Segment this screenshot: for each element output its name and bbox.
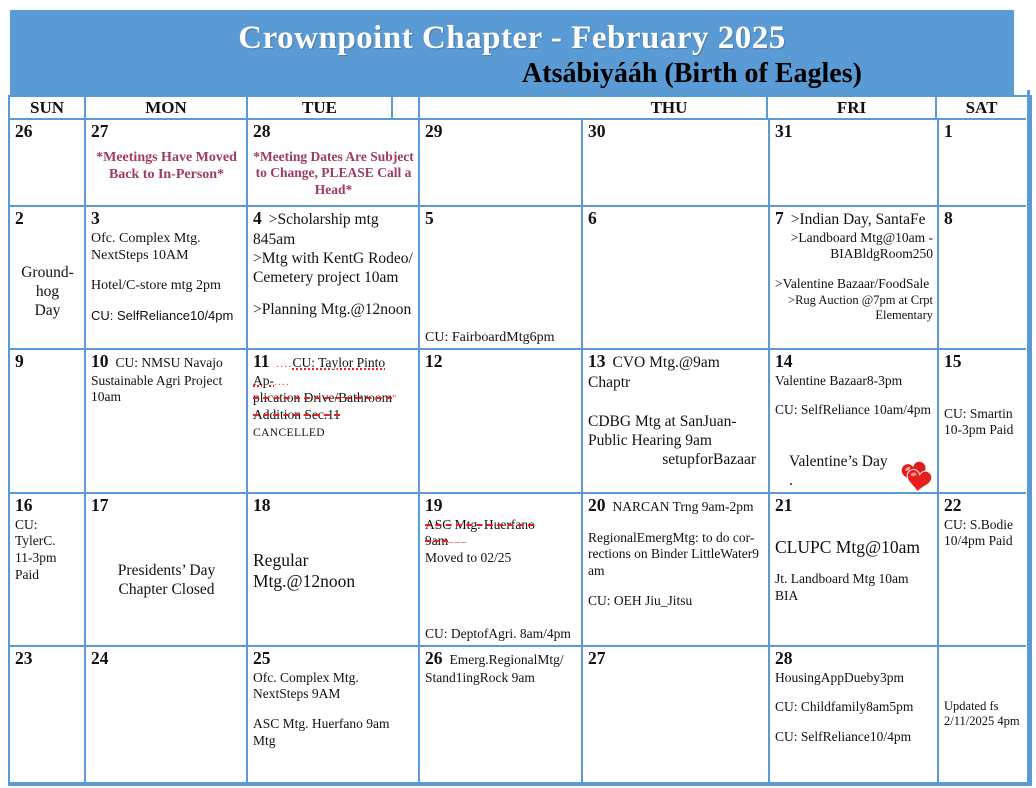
calendar-cell bbox=[770, 207, 939, 350]
day-number: 8 bbox=[944, 208, 953, 228]
day-number: 29 bbox=[425, 121, 443, 141]
calendar-cell bbox=[583, 647, 770, 782]
event-text: CU: SelfReliance10/4pm bbox=[91, 307, 234, 323]
calendar-cell bbox=[248, 350, 420, 494]
event-text: Sustainable Agri Project bbox=[91, 372, 223, 388]
event-text: CU: SelfReliance 10am/4pm bbox=[775, 402, 931, 418]
event-text: >Landboard Mtg@10am - bbox=[790, 229, 933, 245]
day-number: 9 bbox=[15, 351, 24, 371]
event-line bbox=[588, 431, 764, 450]
day-line bbox=[15, 351, 80, 373]
event-text: NARCAN Trng 9am-2pm bbox=[612, 499, 754, 514]
day-number: 28 bbox=[775, 648, 793, 668]
day-line bbox=[425, 121, 577, 143]
calendar-cell bbox=[248, 647, 420, 782]
day-number: 27 bbox=[91, 121, 109, 141]
event-text: Emerg.RegionalMtg/ bbox=[449, 652, 564, 667]
event-text: Elementary bbox=[875, 308, 933, 323]
event-text: Valentine Bazaar8-3pm bbox=[775, 372, 903, 388]
event-line bbox=[588, 450, 764, 469]
event-text: BIABldgRoom250 bbox=[830, 246, 933, 262]
banner bbox=[10, 10, 1014, 95]
day-line bbox=[425, 495, 577, 517]
event-text-segment: .... bbox=[276, 359, 293, 370]
event-text: Stand1ingRock 9am bbox=[425, 669, 535, 685]
event-text: Jt. Landboard Mtg 10am BIA bbox=[775, 571, 909, 604]
calendar-title: Crownpoint Chapter - February 2025 bbox=[238, 20, 786, 56]
calendar-cell bbox=[10, 120, 86, 207]
event-text: 845am bbox=[253, 230, 296, 248]
day-number: 25 bbox=[253, 648, 271, 668]
day-number: 26 bbox=[15, 121, 33, 141]
event-text: setupforBazaar bbox=[662, 451, 756, 469]
calendar-cell bbox=[86, 120, 248, 207]
event-line bbox=[15, 550, 80, 567]
event-text: CU: OEH Jiu_Jitsu bbox=[588, 592, 693, 608]
event-text: CDBG Mtg at SanJuan- bbox=[588, 412, 737, 430]
event-line bbox=[588, 593, 764, 610]
event-line bbox=[253, 716, 414, 733]
event-text: am bbox=[588, 563, 605, 579]
event-text: >Planning Mtg.@12noon bbox=[253, 301, 412, 319]
calendar-cell bbox=[86, 350, 248, 494]
day-line bbox=[425, 648, 577, 670]
day-line bbox=[253, 351, 414, 390]
event-line bbox=[944, 699, 1022, 715]
day-number: 14 bbox=[775, 351, 793, 371]
day-number: 24 bbox=[91, 648, 109, 668]
day-number: 20 bbox=[588, 495, 606, 515]
event-text: CVO Mtg.@9am bbox=[612, 354, 720, 371]
day-number: 6 bbox=[588, 208, 597, 228]
event-line bbox=[588, 563, 764, 580]
event-text: CU: TylerC. bbox=[15, 516, 56, 549]
event-line bbox=[253, 268, 414, 287]
event-text: Cemetery project 10am bbox=[253, 269, 399, 287]
calendar-cell bbox=[939, 350, 1026, 494]
event-text: >Rug Auction @7pm at Crpt bbox=[788, 292, 933, 307]
day-line bbox=[775, 208, 933, 230]
event-text: CU: SelfReliance10/4pm bbox=[775, 729, 912, 745]
day-number: 7 bbox=[775, 208, 784, 228]
day-line bbox=[775, 351, 933, 373]
day-number: 1 bbox=[944, 121, 953, 141]
day-line bbox=[588, 121, 764, 143]
day-line bbox=[425, 351, 577, 373]
day-number: 4 bbox=[253, 208, 262, 228]
day-header-sat: SAT bbox=[937, 97, 1026, 120]
day-number: 27 bbox=[588, 648, 606, 668]
day-number: 23 bbox=[15, 648, 33, 668]
day-number: 18 bbox=[253, 495, 271, 515]
event-text: CU: NMSU Navajo bbox=[115, 355, 223, 370]
event-line bbox=[775, 308, 933, 324]
day-number: 19 bbox=[425, 495, 443, 515]
day-line bbox=[944, 121, 1022, 143]
event-text bbox=[253, 355, 385, 388]
event-line bbox=[15, 263, 80, 282]
calendar-cell bbox=[248, 207, 420, 350]
day-line bbox=[91, 495, 242, 517]
calendar-cell bbox=[420, 207, 583, 350]
event-line bbox=[91, 149, 242, 184]
event-line bbox=[253, 390, 414, 407]
calendar-cell bbox=[86, 647, 248, 782]
calendar-grid bbox=[10, 120, 1030, 782]
calendar-cell bbox=[770, 350, 939, 494]
day-header-empty bbox=[393, 97, 420, 120]
calendar-cell bbox=[583, 120, 770, 207]
day-number: 26 bbox=[425, 648, 443, 668]
calendar-cell bbox=[939, 647, 1026, 782]
calendar-cell bbox=[420, 494, 583, 647]
event-line bbox=[775, 452, 933, 490]
day-line bbox=[253, 121, 414, 143]
event-line bbox=[15, 517, 80, 550]
event-text: CLUPC Mtg@10am bbox=[775, 536, 920, 557]
day-line bbox=[253, 648, 414, 670]
event-line bbox=[15, 282, 80, 301]
event-text: Day bbox=[34, 302, 61, 320]
calendar-cell bbox=[939, 494, 1026, 647]
event-line bbox=[944, 406, 1022, 423]
event-line bbox=[425, 626, 577, 643]
calendar-table bbox=[8, 95, 1032, 786]
event-line bbox=[15, 301, 80, 320]
day-line bbox=[588, 648, 764, 670]
day-header-tue: TUE bbox=[248, 97, 393, 120]
day-line bbox=[425, 208, 577, 230]
event-text: CU: DeptofAgri. 8am/4pm bbox=[425, 626, 571, 642]
day-line bbox=[91, 208, 242, 230]
day-line bbox=[944, 351, 1022, 373]
event-line bbox=[91, 580, 242, 599]
day-line bbox=[15, 648, 80, 670]
event-line bbox=[775, 571, 933, 604]
event-line bbox=[253, 407, 414, 440]
day-number: 31 bbox=[775, 121, 793, 141]
event-text: Mtg bbox=[253, 732, 276, 748]
event-line bbox=[91, 277, 242, 294]
event-line bbox=[944, 517, 1022, 534]
event-text: Valentine’s Day . bbox=[789, 452, 888, 489]
event-text: CU: S.Bodie bbox=[944, 516, 1014, 532]
event-text: >Mtg with KentG Rodeo/ bbox=[253, 249, 413, 267]
day-line bbox=[15, 121, 80, 143]
calendar-cell bbox=[420, 120, 583, 207]
calendar-cell bbox=[10, 350, 86, 494]
calendar-cell bbox=[939, 120, 1026, 207]
event-line bbox=[91, 247, 242, 264]
event-line bbox=[775, 373, 933, 390]
day-header-row bbox=[10, 97, 1030, 120]
event-text: Ofc. Complex Mtg. bbox=[91, 230, 201, 246]
hearts-icon bbox=[894, 461, 933, 492]
event-line bbox=[775, 276, 933, 293]
day-number: 30 bbox=[588, 121, 606, 141]
day-line bbox=[944, 208, 1022, 230]
calendar-cell bbox=[420, 647, 583, 782]
event-text-segment: .... bbox=[274, 376, 290, 388]
day-number: 11 bbox=[253, 351, 270, 371]
event-line bbox=[253, 149, 414, 199]
event-line bbox=[253, 249, 414, 268]
event-line bbox=[775, 537, 933, 559]
event-text: CU: FairboardMtg6pm bbox=[425, 329, 555, 345]
event-line bbox=[253, 670, 414, 687]
event-text: Hotel/C-store mtg 2pm bbox=[91, 278, 221, 294]
event-text: Updated fs bbox=[944, 698, 999, 713]
calendar-cell bbox=[939, 207, 1026, 350]
event-line bbox=[775, 699, 933, 716]
calendar-cell bbox=[583, 207, 770, 350]
day-number: 17 bbox=[91, 495, 109, 515]
event-text: 10-3pm Paid bbox=[944, 422, 1014, 438]
day-line bbox=[91, 351, 242, 373]
day-line bbox=[15, 208, 80, 230]
event-line bbox=[944, 533, 1022, 550]
day-line bbox=[944, 495, 1022, 517]
event-text: CU: Smartin bbox=[944, 405, 1013, 421]
event-line bbox=[588, 412, 764, 431]
event-text-segment: plication Drive/Bathroom bbox=[253, 390, 393, 406]
day-number: 5 bbox=[425, 208, 434, 228]
event-text-segment: CU: Taylor Pinto Ap- bbox=[253, 355, 386, 388]
event-text: Presidents’ Day bbox=[117, 561, 216, 579]
day-header-mon: MON bbox=[86, 97, 248, 120]
event-line bbox=[775, 729, 933, 746]
event-line bbox=[425, 670, 577, 687]
event-text: RegionalEmergMtg: to do cor- bbox=[588, 529, 755, 545]
day-line bbox=[253, 495, 414, 517]
event-line bbox=[91, 561, 242, 580]
day-header-sun: SUN bbox=[10, 97, 86, 120]
event-line bbox=[15, 567, 80, 584]
event-line bbox=[253, 300, 414, 319]
event-text-segment: " bbox=[392, 394, 398, 406]
calendar-cell bbox=[86, 207, 248, 350]
calendar-cell bbox=[770, 494, 939, 647]
event-line bbox=[91, 308, 242, 324]
event-text-segment: CANCELLED bbox=[253, 426, 325, 439]
day-line bbox=[588, 495, 764, 517]
calendar-cell bbox=[420, 350, 583, 494]
calendar-cell bbox=[10, 647, 86, 782]
event-text: HousingAppDueby3pm bbox=[775, 669, 904, 685]
event-text: 10/4pm Paid bbox=[944, 533, 1013, 549]
event-line bbox=[775, 402, 933, 419]
event-text: 11-3pm bbox=[15, 550, 57, 566]
day-number: 2 bbox=[15, 208, 24, 228]
day-number: 10 bbox=[91, 351, 109, 371]
event-text: >Scholarship mtg bbox=[268, 211, 379, 228]
day-header-fri: FRI bbox=[768, 97, 937, 120]
calendar-cell bbox=[770, 120, 939, 207]
calendar-cell bbox=[248, 120, 420, 207]
event-text-segment: ASC Mtg. Huerfano 9am bbox=[425, 516, 535, 549]
day-header-thu: THU bbox=[420, 97, 768, 120]
event-text: Chapter Closed bbox=[118, 580, 215, 598]
calendar-cell bbox=[583, 350, 770, 494]
calendar-cell bbox=[86, 494, 248, 647]
event-text: *Meetings Have Moved Back to In-Person* bbox=[96, 149, 237, 183]
event-line bbox=[944, 714, 1022, 730]
calendar-cell bbox=[10, 207, 86, 350]
event-text: hog bbox=[35, 282, 60, 300]
event-text: NextSteps 9AM bbox=[253, 686, 341, 702]
day-line bbox=[91, 121, 242, 143]
event-text: rections on Binder LittleWater9 bbox=[588, 546, 759, 562]
day-number: 13 bbox=[588, 351, 606, 371]
event-line bbox=[253, 230, 414, 249]
event-line bbox=[91, 373, 242, 390]
event-text-segment: ––– bbox=[448, 537, 468, 549]
day-number: 3 bbox=[91, 208, 100, 228]
event-text: ASC Mtg. Huerfano 9am bbox=[253, 716, 390, 732]
calendar-cell bbox=[583, 494, 770, 647]
day-number: 21 bbox=[775, 495, 793, 515]
event-line bbox=[588, 373, 764, 392]
calendar-cell bbox=[248, 494, 420, 647]
day-number: 15 bbox=[944, 351, 962, 371]
event-line bbox=[253, 733, 414, 750]
event-text: >Indian Day, SantaFe bbox=[790, 211, 926, 228]
day-line bbox=[775, 495, 933, 517]
event-text: 10am bbox=[91, 389, 121, 405]
day-line bbox=[775, 648, 933, 670]
event-text: 2/11/2025 4pm bbox=[944, 714, 1020, 728]
event-text: >Valentine Bazaar/FoodSale bbox=[775, 276, 930, 292]
event-line bbox=[588, 530, 764, 547]
event-text: CU: Childfamily8am5pm bbox=[775, 699, 914, 715]
event-line bbox=[775, 246, 933, 263]
event-text: Public Hearing 9am bbox=[588, 432, 712, 450]
event-line bbox=[425, 550, 577, 567]
event-text: Paid bbox=[15, 566, 40, 582]
event-line bbox=[91, 230, 242, 247]
event-line bbox=[253, 550, 414, 593]
day-line bbox=[15, 495, 80, 517]
day-number: 12 bbox=[425, 351, 443, 371]
event-line bbox=[425, 517, 577, 550]
event-line bbox=[253, 686, 414, 703]
day-number: 22 bbox=[944, 495, 962, 515]
calendar-subtitle: Atsábiyááh (Birth of Eagles) bbox=[522, 58, 862, 89]
day-number: 16 bbox=[15, 495, 33, 515]
event-text: Regular Mtg.@12noon bbox=[253, 549, 356, 592]
event-text-segment: Addition Sec.11 bbox=[253, 406, 341, 422]
calendar-cell bbox=[10, 494, 86, 647]
calendar-cell bbox=[770, 647, 939, 782]
day-line bbox=[588, 351, 764, 373]
event-line bbox=[944, 422, 1022, 439]
event-line bbox=[775, 293, 933, 309]
event-line bbox=[425, 329, 577, 346]
day-line bbox=[775, 121, 933, 143]
event-line bbox=[775, 670, 933, 687]
event-text: Chaptr bbox=[588, 373, 631, 391]
event-text: Ofc. Complex Mtg. bbox=[253, 669, 359, 685]
event-text: NextSteps 10AM bbox=[91, 248, 189, 264]
event-text: Moved to 02/25 bbox=[425, 550, 512, 566]
day-number: 28 bbox=[253, 121, 271, 141]
day-line bbox=[91, 648, 242, 670]
day-line bbox=[253, 208, 414, 230]
day-line bbox=[588, 208, 764, 230]
event-line bbox=[91, 389, 242, 406]
event-text: Ground- bbox=[21, 263, 74, 281]
event-line bbox=[588, 546, 764, 563]
event-line bbox=[775, 230, 933, 247]
event-text: *Meeting Dates Are Subject to Change, PLEASE Call a Head* bbox=[253, 148, 414, 198]
